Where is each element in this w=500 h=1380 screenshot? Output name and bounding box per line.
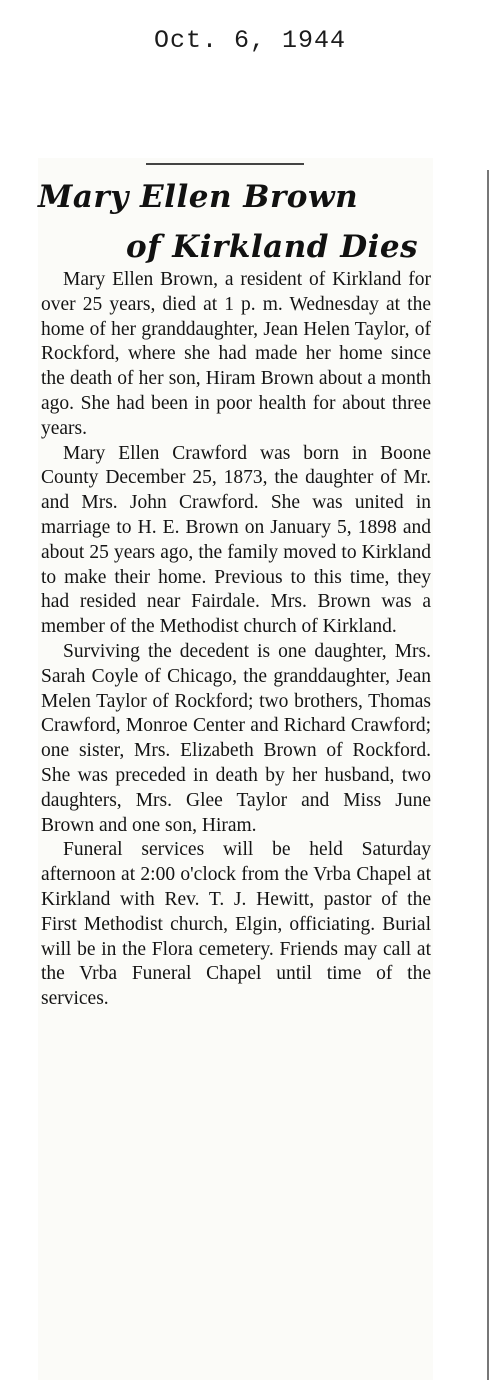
paragraph-funeral-services: Funeral services will be held Saturday afternoon at 2:00 o'clock from the Vrba Chapel at Kirkland with Rev. T. J. Hewitt, pastor of the First Methodist church, Elgin, officiating. Burial will be in the Flora cemetery. Friends may call at the Vrba Funeral Chapel until time of the services. [41,839,431,1010]
headline-line-1: Mary Ellen Brown [38,179,359,215]
article-body [41,268,431,1012]
paragraph-survivors: Surviving the decedent is one daughter, Mrs. Sarah Coyle of Chicago, the granddaughter, Jean Melen Taylor of Rockford; two brothers, Thomas Crawford, Monroe Center and Richard Crawford; one sister, Mrs. Elizabeth Brown of Rockford. She was preceded in death by her husband, two daughters, Mrs. Glee Taylor and Miss June Brown and one son, Hiram. [41,640,431,836]
paragraph-biography: Mary Ellen Crawford was born in Boone County December 25, 1873, the daughter of Mr. and Mrs. John Crawford. She was united in marriage to H. E. Brown on January 5, 1898 and about 25 years ago, the family moved to Kirkland to make their home. Previous to this time, they had resided near Fairdale. Mrs. Brown was a member of the Methodist church of Kirkland. [41,442,431,638]
headline-line-2: of Kirkland Dies [126,229,419,265]
paragraph-death-notice: Mary Ellen Brown, a resident of Kirkland for over 25 years, died at 1 p. m. Wednesday at the home of her granddaughter, Jean Helen Taylor, of Rockford, where she had made her home since the death of her son, Hiram Brown about a month ago. She had been in poor health for about three years. [41,269,431,439]
date-stamp: Oct. 6, 1944 [153,26,347,55]
column-rule-divider [487,170,489,1380]
top-rule-divider [146,163,304,165]
